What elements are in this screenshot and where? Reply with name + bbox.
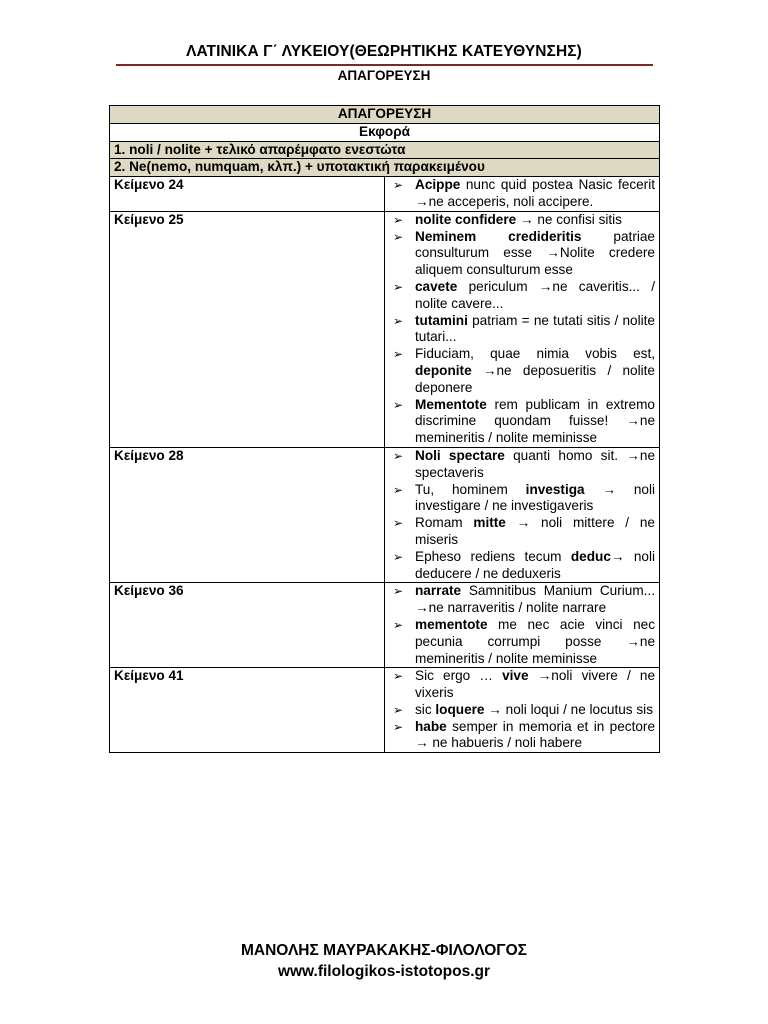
example-text: me nec acie vinci nec pecunia corrumpi posse →ne memineritis / nolite meminisse: [415, 616, 655, 666]
table-subheading: Εκφορά: [110, 123, 660, 141]
table-heading: ΑΠΑΓΟΡΕΥΣΗ: [110, 106, 660, 124]
verb-form: mementote: [415, 616, 488, 632]
text-reference-label: Κείμενο 24: [110, 177, 385, 212]
verb-form: tutamini: [415, 312, 468, 328]
page-title: ΛΑΤΙΝΙΚΑ Γ΄ ΛΥΚΕΙΟΥ(ΘΕΩΡΗΤΙΚΗΣ ΚΑΤΕΥΘΥΝΣΗΣ): [186, 43, 582, 60]
table-subheading-row: [110, 123, 660, 141]
example-text: → noli investigare / ne investigaveris: [415, 481, 655, 514]
text-row: [110, 177, 660, 212]
example-item: [389, 583, 655, 617]
arrowhead-bullet-icon: ➢: [393, 669, 404, 684]
example-item: [389, 668, 655, 702]
example-text: Sic ergo …: [415, 668, 503, 684]
verb-form: Noli spectare: [415, 447, 505, 463]
example-item: [389, 719, 655, 753]
text-row: [110, 211, 660, 447]
example-text: → noli mittere / ne miseris: [415, 515, 655, 547]
example-item: [389, 177, 655, 211]
table-body: [110, 106, 660, 753]
example-item: [389, 482, 655, 516]
text-reference-label: Κείμενο 36: [110, 583, 385, 668]
example-item: [389, 515, 655, 549]
arrowhead-bullet-icon: ➢: [393, 448, 404, 463]
rule-text: 1. noli / nolite + τελικό απαρέμφατο ενεστώτα: [110, 141, 660, 159]
verb-form: vive: [502, 668, 529, 684]
example-text: Fiduciam, quae nimia vobis est,: [415, 346, 655, 362]
text-row: [110, 447, 660, 582]
footer-website: www.filologikos-istotopos.gr: [277, 963, 491, 980]
prohibition-table: [109, 105, 660, 753]
header-divider: [116, 64, 653, 66]
arrowhead-bullet-icon: ➢: [393, 279, 404, 294]
example-item: [389, 549, 655, 583]
example-text: Tu, hominem: [415, 481, 526, 497]
examples-list: [389, 177, 655, 211]
example-item: [389, 279, 655, 313]
verb-form: habe: [415, 718, 447, 734]
arrowhead-bullet-icon: ➢: [393, 617, 404, 632]
example-item: [389, 617, 655, 667]
example-text: periculum →ne caveritis... / nolite cavere...: [415, 278, 655, 311]
text-reference-label: Κείμενο 28: [110, 447, 385, 582]
arrowhead-bullet-icon: ➢: [393, 584, 404, 599]
example-text: patriam = ne tutati sitis / nolite tutari...: [415, 312, 655, 345]
arrowhead-bullet-icon: ➢: [393, 212, 404, 227]
verb-form: Neminem credideritis: [415, 228, 582, 244]
examples-list: [389, 583, 655, 667]
example-text: Epheso rediens tecum: [415, 548, 571, 564]
example-text: semper in memoria et in pectore → ne habueris / noli habere: [415, 718, 655, 751]
footer-author: ΜΑΝΟΛΗΣ ΜΑΥΡΑΚΑΚΗΣ-ΦΙΛΟΛΟΓΟΣ: [241, 942, 527, 959]
verb-form: Mementote: [415, 396, 487, 412]
example-item: [389, 448, 655, 482]
arrowhead-bullet-icon: ➢: [393, 313, 404, 328]
page-footer: [0, 940, 768, 982]
example-text: Samnitibus Manium Curium... →ne narraveritis / nolite narrare: [415, 583, 655, 616]
verb-form: Acippe: [415, 177, 461, 193]
verb-form: cavete: [415, 278, 458, 294]
rule-text: 2. Ne(nemo, numquam, κλπ.) + υποτακτική παρακειμένου: [110, 159, 660, 177]
example-item: [389, 397, 655, 447]
example-text: patriae consulturum esse →Nolite credere aliquem consulturum esse: [415, 228, 655, 278]
examples-list: [389, 212, 655, 447]
example-item: [389, 212, 655, 229]
arrowhead-bullet-icon: ➢: [393, 178, 404, 193]
examples-cell: [385, 447, 660, 582]
verb-form: nolite confidere: [415, 211, 517, 227]
examples-list: [389, 448, 655, 582]
arrowhead-bullet-icon: ➢: [393, 347, 404, 362]
rule-row: [110, 141, 660, 159]
examples-cell: [385, 177, 660, 212]
example-item: [389, 229, 655, 279]
example-text: Romam: [415, 515, 474, 531]
arrowhead-bullet-icon: ➢: [393, 397, 404, 412]
example-text: →noli vivere / ne vixeris: [415, 668, 656, 701]
arrowhead-bullet-icon: ➢: [393, 482, 404, 497]
arrowhead-bullet-icon: ➢: [393, 516, 404, 531]
verb-form: investiga: [525, 481, 585, 497]
example-text: →ne deposueritis / nolite deponere: [415, 362, 655, 395]
arrowhead-bullet-icon: ➢: [393, 549, 404, 564]
text-reference-label: Κείμενο 25: [110, 211, 385, 447]
examples-list: [389, 668, 655, 752]
example-text: sic: [415, 701, 436, 717]
verb-form: loquere: [435, 701, 485, 717]
examples-cell: [385, 211, 660, 447]
example-item: [389, 313, 655, 347]
verb-form: narrate: [415, 583, 462, 599]
examples-cell: [385, 583, 660, 668]
example-text: → ne confisi sitis: [516, 211, 622, 227]
arrowhead-bullet-icon: ➢: [393, 719, 404, 734]
arrowhead-bullet-icon: ➢: [393, 229, 404, 244]
arrowhead-bullet-icon: ➢: [393, 702, 404, 717]
verb-form: deponite: [415, 362, 472, 378]
page-subtitle: ΑΠΑΓΟΡΕΥΣΗ: [337, 68, 431, 83]
example-text: rem publicam in extremo discrimine quondam fuisse! →ne memineritis / nolite meminisse: [415, 396, 655, 446]
text-row: [110, 668, 660, 753]
example-item: [389, 702, 655, 719]
text-reference-label: Κείμενο 41: [110, 668, 385, 753]
examples-cell: [385, 668, 660, 753]
example-text: quanti homo sit. →ne spectaveris: [415, 447, 656, 480]
example-item: [389, 346, 655, 396]
example-text: → noli loqui / ne locutus sis: [484, 701, 653, 717]
text-row: [110, 583, 660, 668]
example-text: nunc quid postea Nasic fecerit →ne acceperis, noli accipere.: [415, 177, 655, 209]
example-text: → noli deducere / ne deduxeris: [415, 548, 656, 581]
rule-row: [110, 159, 660, 177]
verb-form: mitte: [473, 515, 506, 531]
table-heading-row: [110, 106, 660, 124]
verb-form: deduc: [570, 548, 611, 564]
